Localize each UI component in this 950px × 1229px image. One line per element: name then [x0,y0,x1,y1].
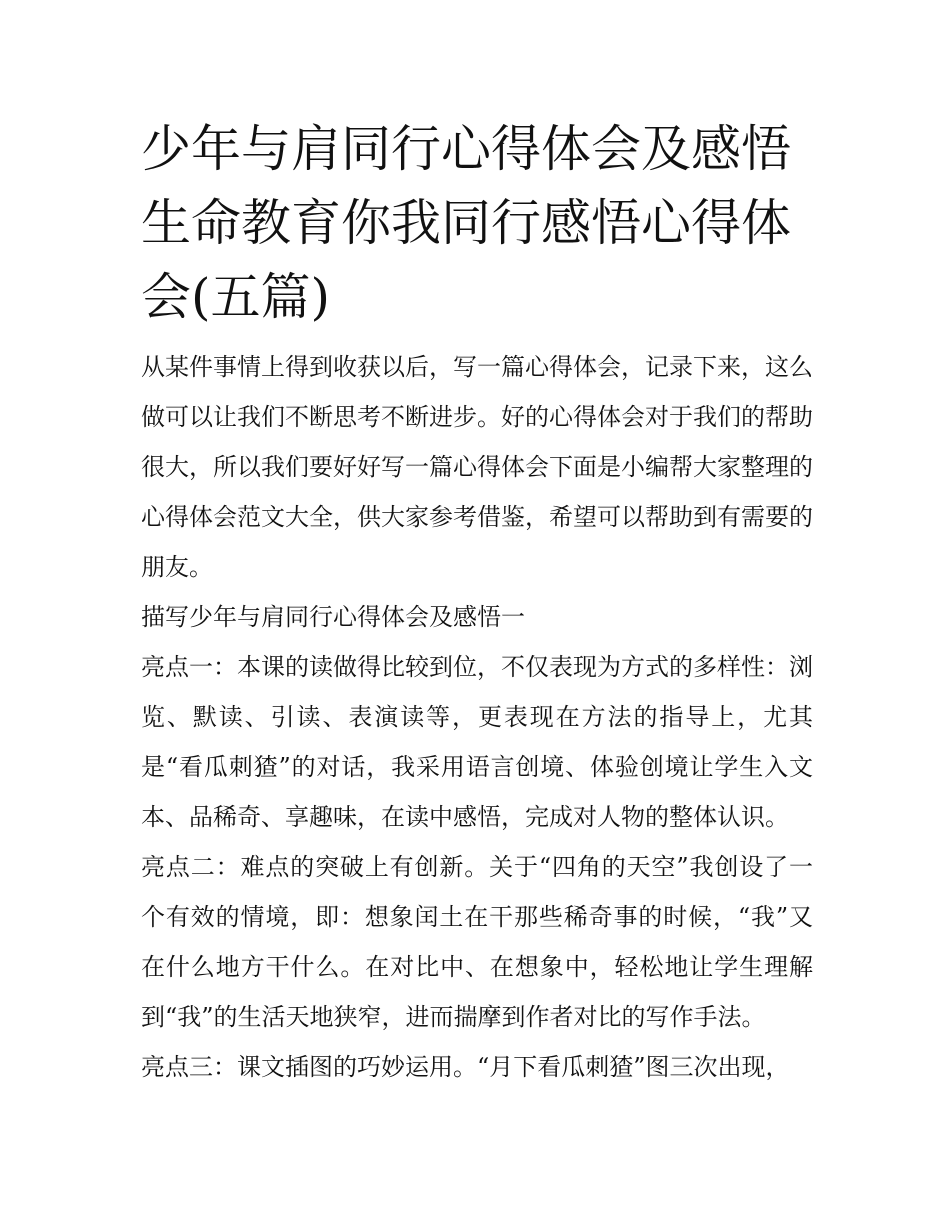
intro-paragraph: 从某件事情上得到收获以后，写一篇心得体会，记录下来，这么做可以让我们不断思考不断进步。好的心得体会对于我们的帮助很大，所以我们要好好写一篇心得体会下面是小编帮大家整理的心得体会范文大全，供大家参考借鉴，希望可以帮助到有需要的朋友。 [141,353,813,581]
section-heading: 描写少年与肩同行心得体会及感悟一 [141,603,525,631]
highlight-paragraph-1: 亮点一：本课的读做得比较到位，不仅表现为方式的多样性：浏览、默读、引读、表演读等，更表现在方法的指导上，尤其是“看瓜刺猹”的对话，我采用语言创境、体验创境让学生入文本、品稀奇、享趣味，在读中感悟，完成对人物的整体认识。 [141,653,813,831]
highlight-paragraph-2: 亮点二：难点的突破上有创新。关于“四角的天空”我创设了一个有效的情境，即：想象闰土在干那些稀奇事的时候，“我”又在什么地方干什么。在对比中、在想象中，轻松地让学生理解到“我”的生活天地狭窄，进而揣摩到作者对比的写作手法。 [141,853,813,1031]
highlight-paragraph-3: 亮点三：课文插图的巧妙运用。“月下看瓜刺猹”图三次出现， [141,1053,790,1081]
document-body [141,342,813,1092]
document-page [141,112,813,1092]
document-title: 少年与肩同行心得体会及感悟生命教育你我同行感悟心得体会(五篇) [141,120,791,326]
